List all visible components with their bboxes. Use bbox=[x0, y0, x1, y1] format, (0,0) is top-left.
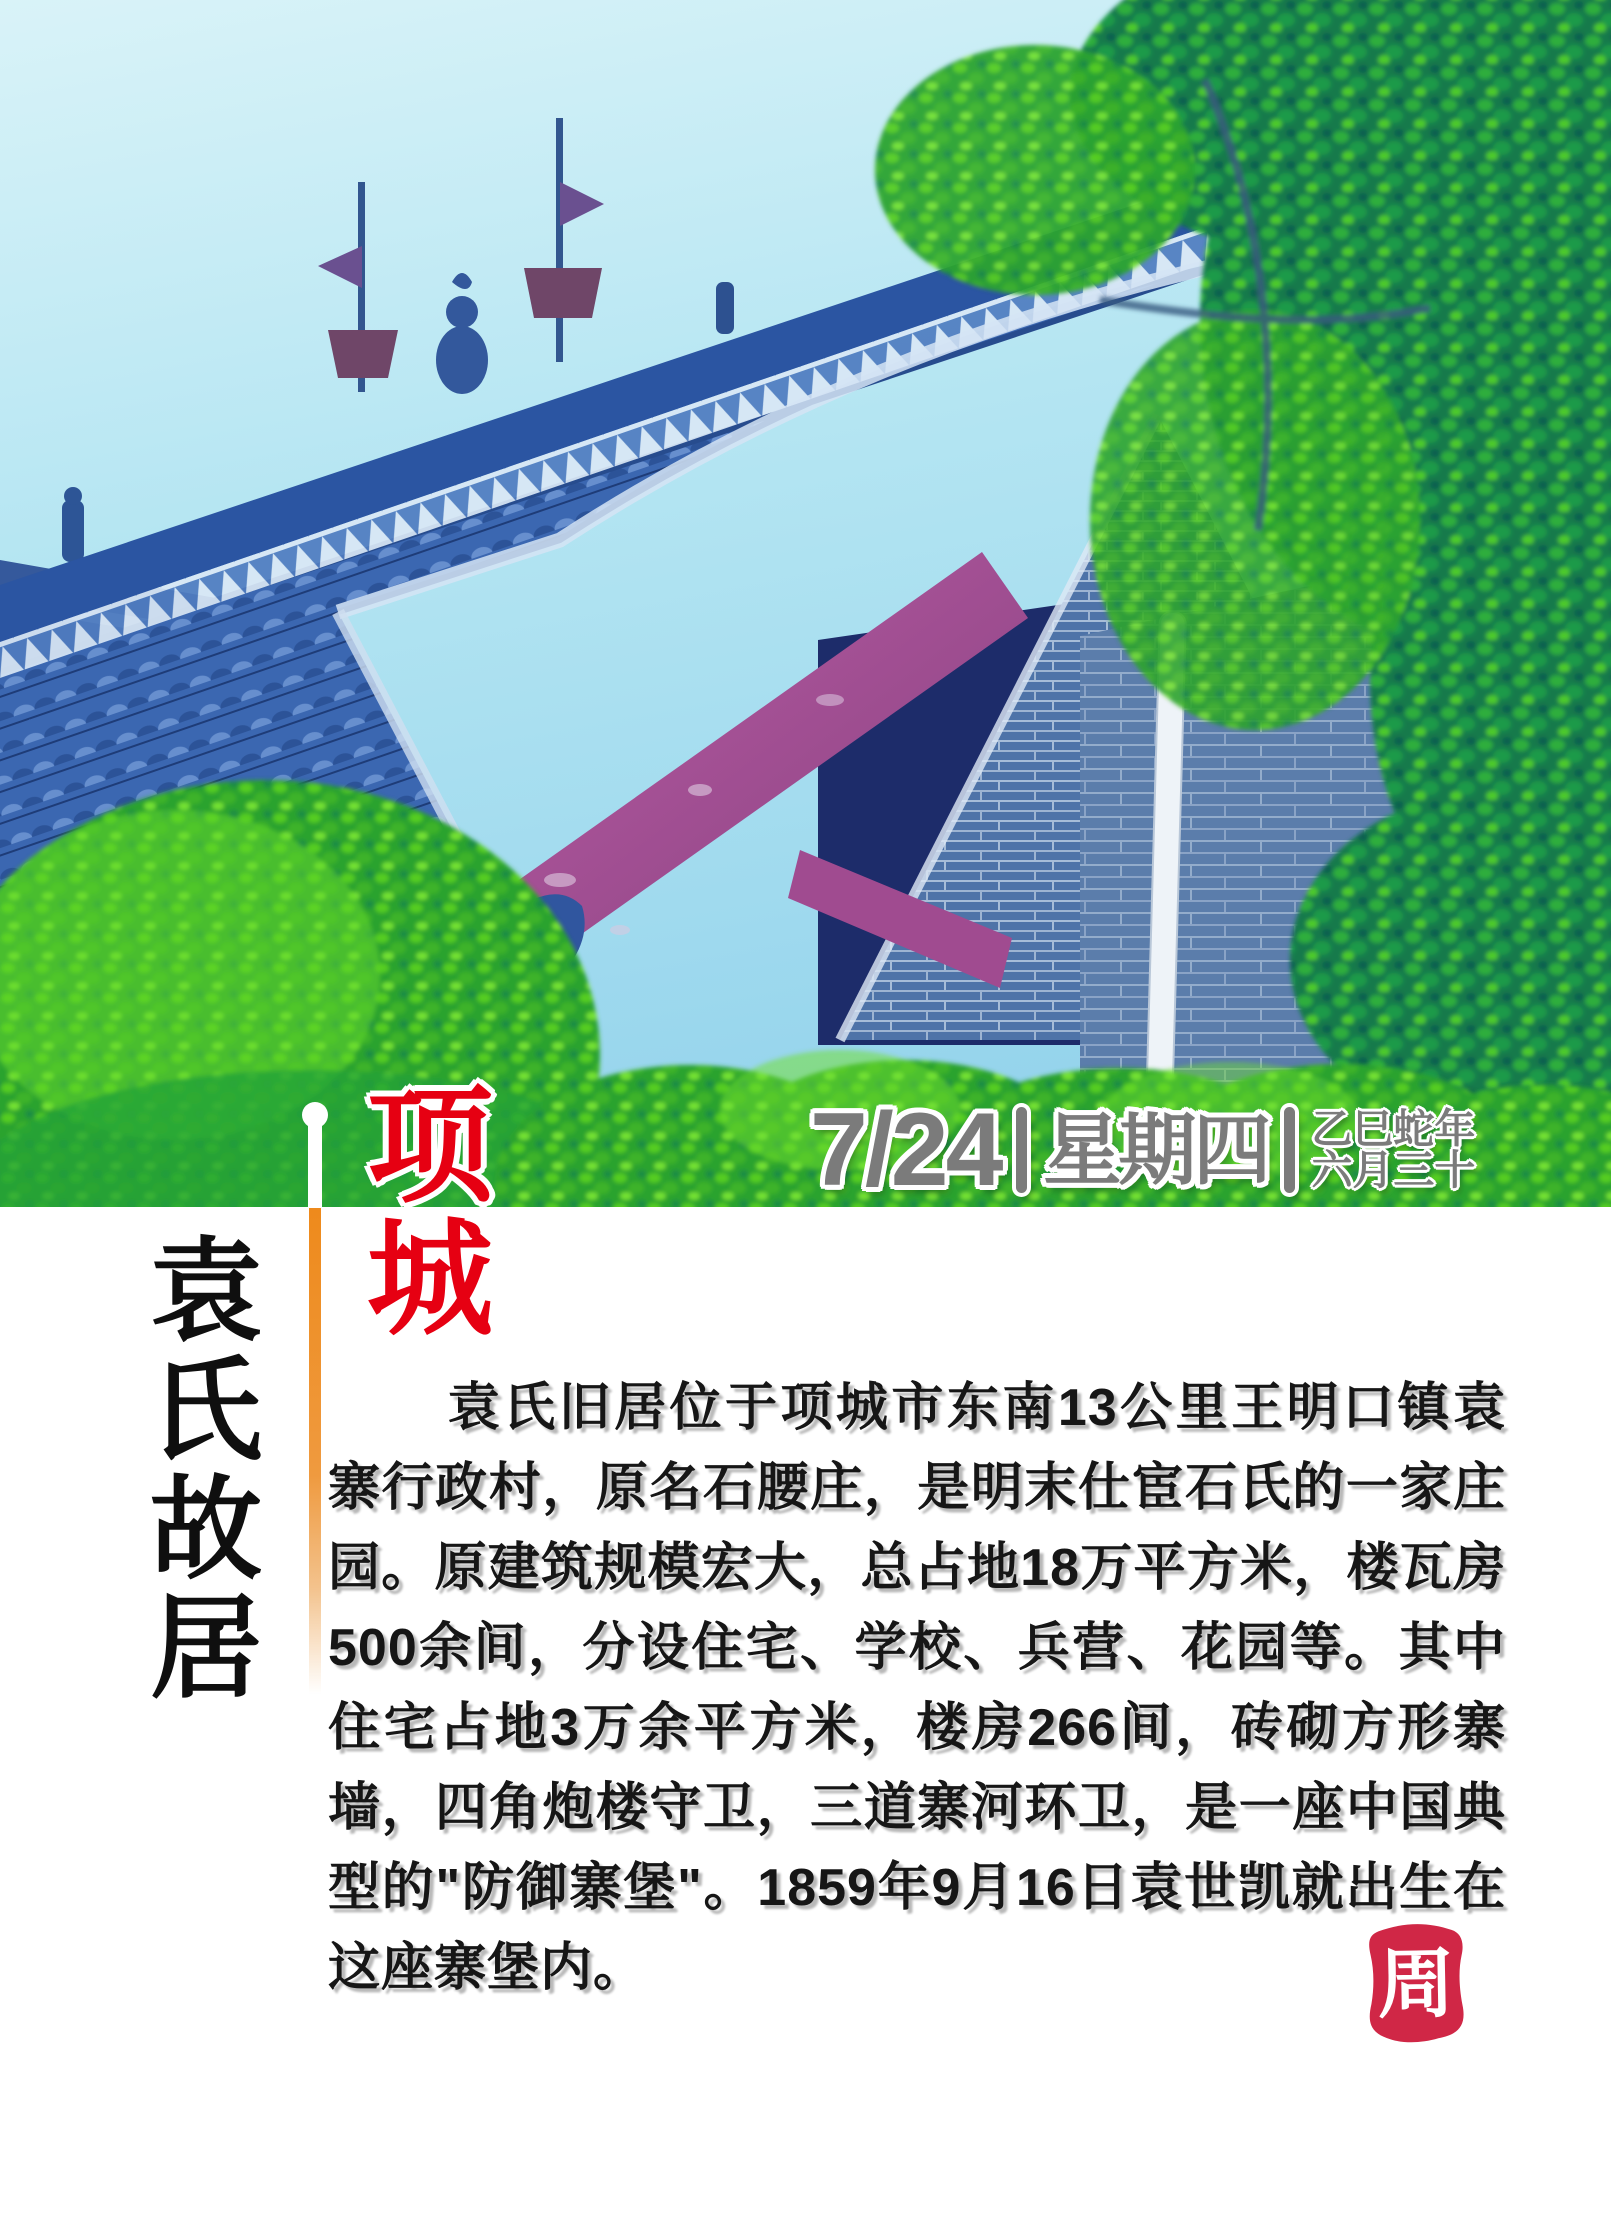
lunar-year-text: 乙巳蛇年 bbox=[1311, 1106, 1476, 1152]
seal-graphic bbox=[1361, 1921, 1471, 2045]
location-title-char: 城 bbox=[367, 1205, 493, 1353]
date-separator bbox=[1284, 1107, 1295, 1193]
date-separator bbox=[1016, 1107, 1027, 1193]
date-text: 7/24 bbox=[810, 1092, 1001, 1207]
seal-stamp bbox=[1361, 1921, 1471, 2045]
main-title-char: 居 bbox=[150, 1583, 262, 1714]
timeline-line-upper bbox=[308, 1114, 322, 1208]
main-title-char: 氏 bbox=[150, 1345, 262, 1476]
weekday-text: 星期四 bbox=[1043, 1106, 1269, 1194]
seal-character: 周 bbox=[1376, 1938, 1456, 2031]
main-title-char: 故 bbox=[150, 1464, 262, 1595]
location-title bbox=[364, 1072, 496, 1353]
date-bar bbox=[810, 1092, 1476, 1207]
timeline-line-lower bbox=[309, 1208, 321, 1694]
main-title bbox=[149, 1226, 263, 1714]
location-title-char: 项 bbox=[367, 1072, 493, 1220]
main-title-char: 袁 bbox=[150, 1226, 262, 1357]
ridge-figurine bbox=[716, 282, 734, 334]
article-paragraph: 袁氏旧居位于项城市东南13公里王明口镇袁寨行政村，原名石腰庄，是明末仕宦石氏的一家庄园。原建筑规模宏大，总占地18万平方米，楼瓦房500余间，分设住宅、学校、兵营、花园等。其中住宅占地3万余平方米，楼房266间，砖砌方形寨墙，四角炮楼守卫，三道寨河环卫，是一座中国典型的"防御寨堡"。1859年9月16日袁世凯就出生在这座寨堡内。 bbox=[328, 1379, 1506, 1997]
lunar-day-text: 六月三十 bbox=[1311, 1147, 1476, 1193]
lunar-date bbox=[1311, 1106, 1476, 1193]
